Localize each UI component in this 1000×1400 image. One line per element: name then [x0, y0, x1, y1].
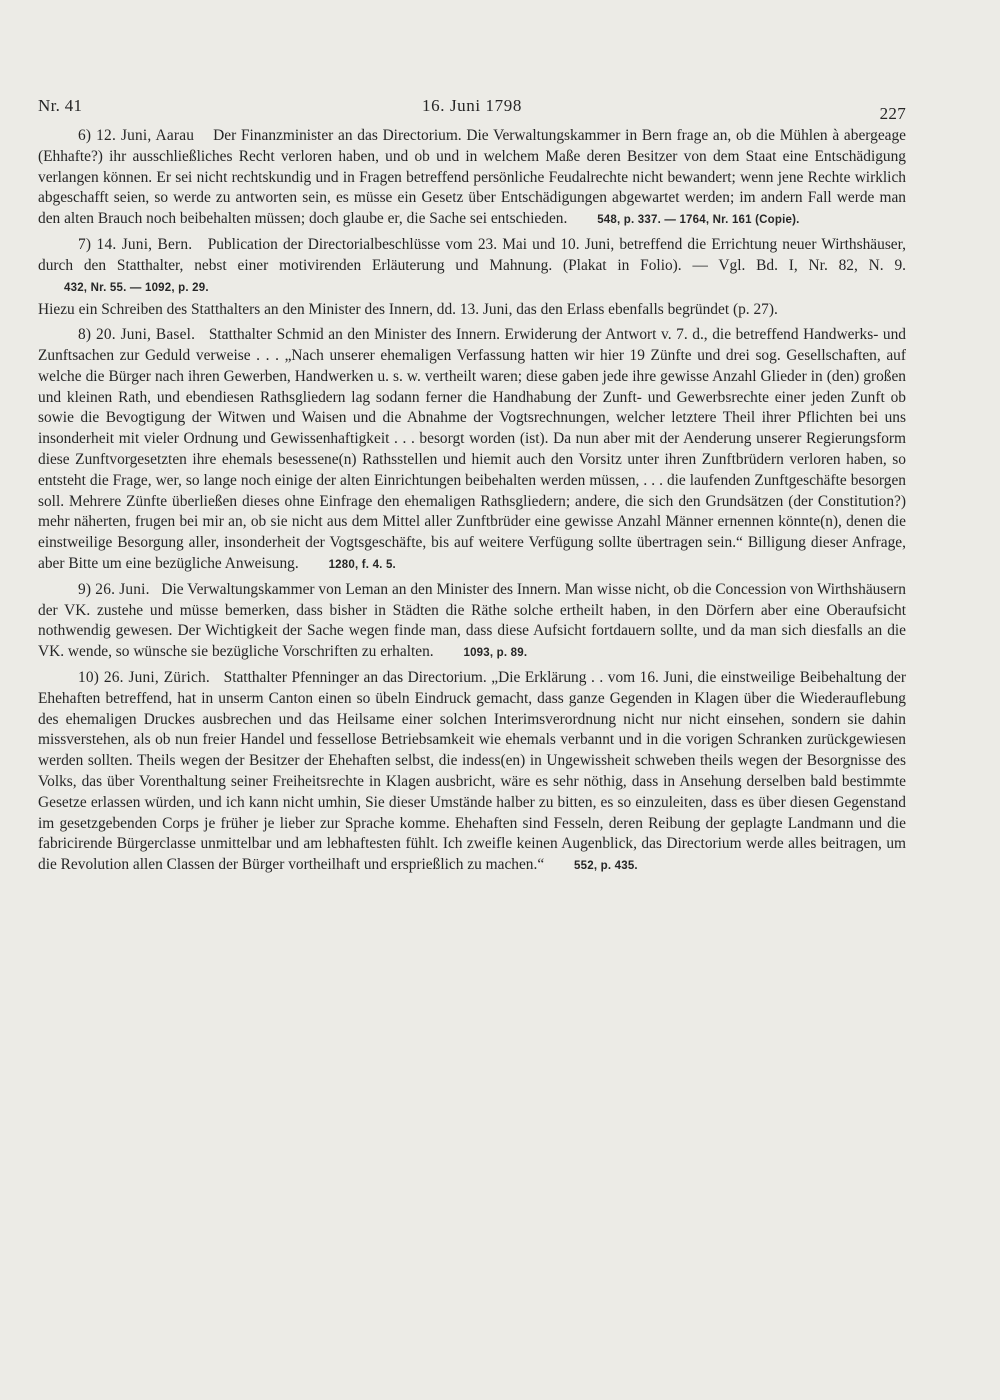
archive-reference: 1280, f. 4. 5.	[328, 558, 396, 571]
page-number: 227	[879, 104, 906, 123]
entry-text: Publication der Directorialbeschlüsse vom 23. Mai und 10. Juni, betreffend die Errichtung neuer Wirthshäuser, durch den Statthalter, nebst einer motivirenden Erläuterung und Mahnung. (Plakat in Folio). — Vgl. Bd. I, Nr. 82, N. 9.	[38, 235, 906, 274]
entry-lead: 9) 26. Juni.	[78, 580, 150, 598]
entry-10	[38, 668, 906, 877]
entry-7-continuation	[38, 300, 906, 321]
document-number: Nr. 41	[38, 96, 83, 115]
archive-reference: 432, Nr. 55. — 1092, p. 29.	[64, 281, 209, 294]
entry-8	[38, 325, 906, 576]
entry-lead: 7) 14. Juni, Bern.	[78, 235, 193, 253]
entry-7	[38, 235, 906, 298]
archive-reference: 548, p. 337. — 1764, Nr. 161 (Copie).	[597, 214, 800, 227]
archive-reference: 552, p. 435.	[574, 860, 638, 873]
entry-6	[38, 126, 906, 231]
archive-reference: 1093, p. 89.	[463, 647, 528, 660]
entry-lead: 8) 20. Juni, Basel.	[78, 326, 196, 344]
page-header	[38, 96, 906, 123]
entry-9	[38, 580, 906, 664]
entry-text: Der Finanzminister an das Directorium. Die Verwaltungskammer in Bern frage an, ob die Mühlen à abergeage (Ehhafte?) ihr ausschließliches Recht verloren haben, und ob und in welchem Maße deren Besitzer von dem Staat eine Entschädigung verlangen können. Er sei nicht rechtskundig und in Fragen betreffend persönliche Feudalrechte nicht bewandert; wenn jene Rechte wirklich abgeschafft seien, so werde zu antworten sein, es müsse ein Gesetz über Entschädigungen abgewartet werden; im andern Fall werde man den alten Brauch noch beibehalten müssen; doch glaube er, die Sache sei entschieden.	[38, 127, 907, 228]
entry-lead: 6) 12. Juni, Aarau	[78, 127, 195, 144]
entry-text: Statthalter Pfenninger an das Directorium. „Die Erklärung . . vom 16. Juni, die einstweilige Beibehaltung der Ehehaften betreffend, hat in unserm Canton einen so übeln Eindruck gemacht, dass ganze Gegenden in Klagen über die Wiederauflebung des ehemaligen Druckes ausbrechen und das Heilsame einer solchen Interimsverordnung nicht nur nicht einsehen, sondern sie dahin missverstehen, als ob nun freier Handel und fessellose Betriebsamkeit wie ehemals verbannt und in die vorigen Schranken zurückgewiesen werden sollten. Theils wegen der Besitzer der Ehehaften selbst, die indess(en) in Ungewissheit schweben theils wegen der Besorgnisse des Volks, das über Vorenthaltung seiner Freiheitsrechte in Klagen ausbricht, wäre es sehr nöthig, dass in Ansehung derselben bald bestimmte Gesetze erlassen würden, und ich kann nicht umhin, Sie dieser Umstände halber zu bitten, es so einzuleiten, dass es über diesen Gegenstand im gesetzgebenden Corps je früher je lieber zur Sprache komme. Ehehaften sind Fesseln, deren Reibung der geplagte Landmann und die fabricirende Bürgerclasse unmittelbar und am lebhaftesten fühlt. Ich zweifle keinen Augenblick, das Directorium werde alles beitragen, um die Revolution allen Classen der Bürger vortheilhaft und ersprießlich zu machen.“	[38, 668, 907, 874]
entry-text: Hiezu ein Schreiben des Statthalters an den Minister des Innern, dd. 13. Juni, das den Erlass ebenfalls begründet (p. 27).	[38, 301, 778, 319]
entry-text: Die Verwaltungskammer von Leman an den Minister des Innern. Man wisse nicht, ob die Concession von Wirthshäusern der VK. zustehe und müsse bemerken, dass bisher in Städten die Räthe solche ertheilt haben, in den Dörfern aber eine Oberaufsicht nothwendig gewesen. Der Wichtigkeit der Sache wegen finde man, dass diese Aufsicht fortdauern sollte, und da man sich diesfalls an die VK. wende, so wünsche sie bezügliche Vorschriften zu erhalten.	[38, 580, 906, 661]
header-date: 16. Juni 1798	[422, 96, 522, 115]
entry-lead: 10) 26. Juni, Zürich.	[78, 668, 210, 686]
entry-text: Statthalter Schmid an den Minister des Innern. Erwiderung der Antwort v. 7. d., die betreffend Handwerks- und Zunftsachen zur Geduld verweise . . . „Nach unserer ehemaligen Verfassung hatten wir hier 19 Zünfte und drei sog. Gesellschaften, auf welche die Bürger nach ihren Gewerben, Handwerken u. s. w. vertheilt waren; diese gaben jede ihre gewisse Anzahl Glieder in (den) großen und kleinen Rath, und ebendiesen Rathsgliedern lag sodann ferner die Handhabung der Zunft- und Gewerbsrechte einer jeden Zunft ob sowie die Bevogtigung der Witwen und Waisen und die Abnahme der Vogtsrechnungen, welcher letztere Theil ihrer Pflichten bei uns insonderheit mit vieler Ordnung und Gewissenhaftigkeit . . . besorgt worden (ist). Da nun aber mit der Aenderung unserer Regierungsform diese Zunftvorgesetzten ihre ehemals besessene(n) Rathsstellen und hiemit auch den Vorsitz unter ihren Zunftbrüdern verloren haben, so entsteht die Frage, wer, so lange noch einige der alten Einrichtungen beibehalten werden müssen, . . . die laufenden Zunftgeschäfte besorgen soll. Mehrere Zünfte überließen dieses ohne Einfrage den ehemaligen Rathsgliedern; andere, die sich den Grundsätzen (der Constitution?) mehr näherten, frugen bei mir an, ob sie nicht aus dem Mittel aller Zunftbrüder eine gewisse Anzahl Männer ernennen könnte(n), denen die einstweilige Besorgung aller, insonderheit der Vogtsgeschäfte, bis auf weitere Verfügung sollte übertragen sein.“ Billigung dieser Anfrage, aber Bitte um eine bezügliche Anweisung.	[38, 326, 906, 572]
